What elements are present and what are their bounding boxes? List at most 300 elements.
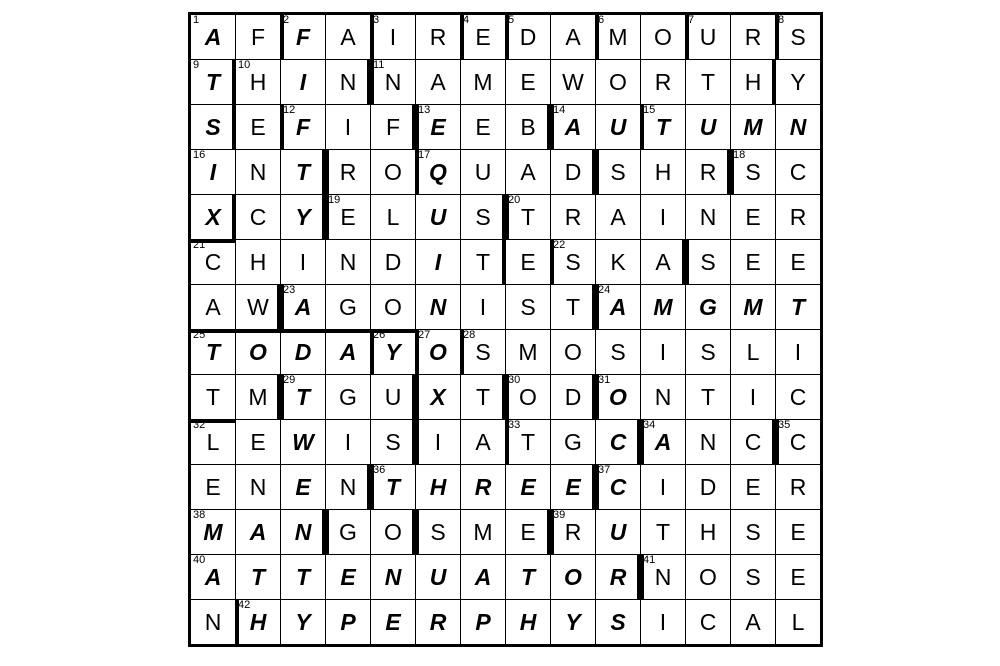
- crossword-cell[interactable]: [461, 465, 506, 510]
- crossword-cell[interactable]: [371, 150, 416, 195]
- cell-letter: R: [474, 474, 492, 500]
- crossword-cell[interactable]: [236, 465, 281, 510]
- crossword-cell[interactable]: [416, 105, 461, 150]
- crossword-cell[interactable]: [371, 600, 416, 646]
- crossword-cell[interactable]: [281, 150, 326, 195]
- crossword-cell[interactable]: [236, 330, 281, 375]
- cell-letter: M: [473, 519, 493, 545]
- crossword-cell[interactable]: [641, 600, 686, 646]
- cell-letter: F: [295, 24, 311, 50]
- cell-letter: S: [430, 519, 446, 545]
- crossword-cell[interactable]: [776, 420, 822, 465]
- crossword-cell[interactable]: [236, 60, 281, 105]
- crossword-cell[interactable]: [776, 330, 822, 375]
- cell-letter: T: [475, 384, 491, 410]
- cell-letter: O: [384, 159, 402, 185]
- crossword-row: [190, 465, 822, 510]
- cell-letter: N: [339, 474, 357, 500]
- crossword-cell[interactable]: [506, 195, 551, 240]
- crossword-cell[interactable]: [776, 150, 822, 195]
- crossword-cell[interactable]: [461, 14, 506, 60]
- cell-letter: A: [294, 294, 312, 320]
- cell-letter: N: [339, 249, 357, 275]
- crossword-cell[interactable]: [596, 375, 641, 420]
- crossword-cell[interactable]: [551, 375, 596, 420]
- crossword-cell[interactable]: [686, 465, 731, 510]
- crossword-cell[interactable]: [731, 465, 776, 510]
- crossword-cell[interactable]: [461, 60, 506, 105]
- crossword-cell[interactable]: [416, 285, 461, 330]
- crossword-cell[interactable]: [731, 555, 776, 600]
- crossword-cell[interactable]: [236, 420, 281, 465]
- crossword-cell[interactable]: [190, 330, 236, 375]
- crossword-cell[interactable]: [641, 285, 686, 330]
- crossword-cell[interactable]: [326, 105, 371, 150]
- crossword-cell[interactable]: [281, 285, 326, 330]
- crossword-cell[interactable]: [776, 285, 822, 330]
- crossword-cell[interactable]: [416, 60, 461, 105]
- cell-letter: I: [479, 294, 487, 320]
- cell-letter: A: [430, 69, 446, 95]
- crossword-cell[interactable]: [596, 330, 641, 375]
- crossword-cell[interactable]: [326, 285, 371, 330]
- crossword-cell[interactable]: [731, 14, 776, 60]
- crossword-cell[interactable]: [506, 375, 551, 420]
- cell-letter: A: [520, 159, 536, 185]
- crossword-cell[interactable]: [641, 60, 686, 105]
- cell-letter: I: [344, 114, 352, 140]
- crossword-cell[interactable]: [236, 555, 281, 600]
- cell-letter: P: [475, 609, 491, 635]
- cell-letter: A: [745, 609, 761, 635]
- crossword-cell[interactable]: [326, 555, 371, 600]
- crossword-cell[interactable]: [641, 240, 686, 285]
- cell-number: 38: [193, 509, 206, 521]
- crossword-cell[interactable]: [731, 150, 776, 195]
- cell-letter: E: [790, 564, 806, 590]
- cell-letter: C: [699, 609, 717, 635]
- cell-letter: R: [429, 24, 447, 50]
- crossword-cell[interactable]: [326, 510, 371, 555]
- crossword-cell[interactable]: [281, 60, 326, 105]
- crossword-row: [190, 285, 822, 330]
- crossword-cell[interactable]: [371, 375, 416, 420]
- crossword-cell[interactable]: [416, 375, 461, 420]
- crossword-cell[interactable]: [236, 195, 281, 240]
- cell-letter: T: [700, 384, 716, 410]
- cell-number: 32: [193, 419, 206, 431]
- crossword-cell[interactable]: [551, 600, 596, 646]
- crossword-cell[interactable]: [281, 600, 326, 646]
- crossword-cell[interactable]: [686, 555, 731, 600]
- crossword-cell[interactable]: [731, 420, 776, 465]
- crossword-cell[interactable]: [776, 465, 822, 510]
- crossword-cell[interactable]: [326, 195, 371, 240]
- crossword-cell[interactable]: [190, 555, 236, 600]
- crossword-cell[interactable]: [596, 465, 641, 510]
- crossword-cell[interactable]: [281, 420, 326, 465]
- cell-letter: O: [564, 564, 582, 590]
- crossword-cell[interactable]: [371, 555, 416, 600]
- crossword-cell[interactable]: [551, 195, 596, 240]
- crossword-cell[interactable]: [776, 105, 822, 150]
- crossword-cell[interactable]: [686, 105, 731, 150]
- crossword-cell[interactable]: [731, 195, 776, 240]
- crossword-cell[interactable]: [641, 195, 686, 240]
- crossword-cell[interactable]: [190, 105, 236, 150]
- crossword-cell[interactable]: [596, 555, 641, 600]
- crossword-cell[interactable]: [506, 240, 551, 285]
- crossword-cell[interactable]: [236, 105, 281, 150]
- cell-letter: Y: [565, 609, 581, 635]
- cell-letter: U: [699, 114, 717, 140]
- crossword-cell[interactable]: [236, 150, 281, 195]
- crossword-cell[interactable]: [281, 14, 326, 60]
- cell-number: 21: [193, 239, 206, 251]
- crossword-cell[interactable]: [551, 465, 596, 510]
- crossword-cell[interactable]: [686, 14, 731, 60]
- cell-number: 14: [553, 104, 566, 116]
- crossword-cell[interactable]: [776, 195, 822, 240]
- crossword-cell[interactable]: [236, 375, 281, 420]
- cell-letter: M: [743, 294, 763, 320]
- crossword-cell[interactable]: [236, 600, 281, 646]
- cell-number: 30: [508, 374, 521, 386]
- crossword-cell[interactable]: [190, 240, 236, 285]
- crossword-cell[interactable]: [281, 555, 326, 600]
- cell-letter: X: [430, 384, 446, 410]
- crossword-cell[interactable]: [686, 285, 731, 330]
- crossword-cell[interactable]: [416, 510, 461, 555]
- crossword-cell[interactable]: [416, 465, 461, 510]
- cell-letter: G: [339, 294, 357, 320]
- cell-letter: O: [609, 384, 627, 410]
- crossword-cell[interactable]: [326, 420, 371, 465]
- crossword-cell[interactable]: [236, 285, 281, 330]
- crossword-cell[interactable]: [326, 330, 371, 375]
- cell-letter: A: [654, 429, 672, 455]
- cell-letter: R: [654, 69, 672, 95]
- crossword-cell[interactable]: [641, 420, 686, 465]
- crossword-cell[interactable]: [461, 420, 506, 465]
- crossword-cell[interactable]: [281, 330, 326, 375]
- crossword-cell[interactable]: [641, 510, 686, 555]
- crossword-cell[interactable]: [326, 150, 371, 195]
- cell-letter: C: [789, 429, 807, 455]
- crossword-cell[interactable]: [506, 330, 551, 375]
- crossword-cell[interactable]: [596, 510, 641, 555]
- cell-letter: F: [295, 114, 311, 140]
- cell-number: 7: [688, 14, 695, 26]
- crossword-cell[interactable]: [506, 285, 551, 330]
- crossword-cell[interactable]: [596, 600, 641, 646]
- cell-letter: S: [610, 609, 626, 635]
- crossword-cell[interactable]: [371, 195, 416, 240]
- crossword-cell[interactable]: [371, 60, 416, 105]
- cell-letter: I: [434, 249, 442, 275]
- crossword-cell[interactable]: [686, 600, 731, 646]
- crossword-cell[interactable]: [506, 60, 551, 105]
- cell-letter: U: [699, 24, 717, 50]
- cell-letter: H: [744, 69, 762, 95]
- crossword-cell[interactable]: [776, 600, 822, 646]
- cell-letter: T: [205, 339, 221, 365]
- crossword-cell[interactable]: [641, 330, 686, 375]
- crossword-cell[interactable]: [326, 240, 371, 285]
- crossword-cell[interactable]: [686, 420, 731, 465]
- crossword-cell[interactable]: [461, 330, 506, 375]
- crossword-cell[interactable]: [236, 240, 281, 285]
- crossword-cell[interactable]: [190, 60, 236, 105]
- cell-number: 23: [283, 284, 296, 296]
- crossword-cell[interactable]: [596, 14, 641, 60]
- cell-letter: X: [205, 204, 221, 230]
- crossword-cell[interactable]: [281, 465, 326, 510]
- crossword-cell[interactable]: [731, 510, 776, 555]
- crossword-cell[interactable]: [776, 240, 822, 285]
- cell-letter: I: [659, 339, 667, 365]
- crossword-cell[interactable]: [596, 420, 641, 465]
- crossword-cell[interactable]: [551, 150, 596, 195]
- crossword-cell[interactable]: [731, 285, 776, 330]
- cell-letter: E: [520, 69, 536, 95]
- cell-letter: N: [654, 384, 672, 410]
- cell-letter: M: [743, 114, 763, 140]
- crossword-cell[interactable]: [281, 240, 326, 285]
- cell-letter: L: [386, 204, 400, 230]
- cell-letter: S: [790, 24, 806, 50]
- crossword-cell[interactable]: [506, 600, 551, 646]
- cell-letter: N: [204, 609, 222, 635]
- crossword-cell[interactable]: [190, 150, 236, 195]
- crossword-cell[interactable]: [686, 510, 731, 555]
- cell-letter: C: [789, 159, 807, 185]
- crossword-cell[interactable]: [551, 330, 596, 375]
- crossword-cell[interactable]: [281, 195, 326, 240]
- crossword-cell[interactable]: [686, 240, 731, 285]
- crossword-cell[interactable]: [641, 555, 686, 600]
- cell-letter: A: [249, 519, 267, 545]
- crossword-cell[interactable]: [461, 285, 506, 330]
- cell-letter: N: [294, 519, 312, 545]
- crossword-cell[interactable]: [641, 375, 686, 420]
- crossword-cell[interactable]: [596, 285, 641, 330]
- crossword-cell[interactable]: [326, 14, 371, 60]
- crossword-cell[interactable]: [461, 600, 506, 646]
- cell-number: 8: [778, 14, 785, 26]
- cell-number: 9: [193, 59, 200, 71]
- cell-letter: O: [564, 339, 582, 365]
- crossword-cell[interactable]: [461, 555, 506, 600]
- cell-letter: R: [564, 204, 582, 230]
- crossword-cell[interactable]: [190, 510, 236, 555]
- crossword-cell[interactable]: [416, 330, 461, 375]
- cell-number: 11: [373, 59, 385, 71]
- crossword-cell[interactable]: [776, 555, 822, 600]
- crossword-row: [190, 60, 822, 105]
- crossword-cell[interactable]: [190, 14, 236, 60]
- crossword-puzzle: [188, 12, 823, 647]
- crossword-cell[interactable]: [506, 510, 551, 555]
- cell-letter: S: [475, 204, 491, 230]
- crossword-cell[interactable]: [236, 14, 281, 60]
- cell-letter: A: [565, 24, 581, 50]
- crossword-cell[interactable]: [506, 150, 551, 195]
- cell-letter: N: [249, 159, 267, 185]
- crossword-cell[interactable]: [371, 510, 416, 555]
- crossword-cell[interactable]: [281, 375, 326, 420]
- crossword-cell[interactable]: [596, 150, 641, 195]
- cell-number: 22: [553, 239, 566, 251]
- cell-number: 34: [643, 419, 656, 431]
- crossword-cell[interactable]: [686, 60, 731, 105]
- cell-letter: Y: [295, 609, 311, 635]
- crossword-cell[interactable]: [326, 60, 371, 105]
- crossword-cell[interactable]: [506, 465, 551, 510]
- crossword-cell[interactable]: [326, 600, 371, 646]
- cell-letter: L: [206, 429, 220, 455]
- crossword-cell[interactable]: [461, 195, 506, 240]
- crossword-cell[interactable]: [371, 14, 416, 60]
- crossword-cell[interactable]: [461, 510, 506, 555]
- cell-letter: C: [609, 429, 627, 455]
- cell-letter: E: [565, 474, 581, 500]
- crossword-cell[interactable]: [551, 105, 596, 150]
- crossword-cell[interactable]: [641, 14, 686, 60]
- crossword-cell[interactable]: [731, 105, 776, 150]
- crossword-cell[interactable]: [551, 60, 596, 105]
- crossword-cell[interactable]: [641, 150, 686, 195]
- crossword-cell[interactable]: [506, 105, 551, 150]
- crossword-cell[interactable]: [686, 330, 731, 375]
- crossword-cell[interactable]: [281, 105, 326, 150]
- crossword-cell[interactable]: [731, 375, 776, 420]
- crossword-cell[interactable]: [506, 420, 551, 465]
- crossword-cell[interactable]: [326, 465, 371, 510]
- crossword-cell[interactable]: [326, 375, 371, 420]
- cell-letter: E: [250, 429, 266, 455]
- crossword-row: [190, 240, 822, 285]
- cell-letter: T: [520, 564, 536, 590]
- crossword-cell[interactable]: [551, 14, 596, 60]
- cell-letter: T: [205, 384, 221, 410]
- cell-letter: N: [339, 69, 357, 95]
- cell-letter: S: [745, 519, 761, 545]
- crossword-cell[interactable]: [281, 510, 326, 555]
- crossword-cell[interactable]: [371, 105, 416, 150]
- crossword-cell[interactable]: [416, 420, 461, 465]
- cell-number: 5: [508, 14, 515, 26]
- crossword-cell[interactable]: [776, 14, 822, 60]
- crossword-cell[interactable]: [416, 195, 461, 240]
- crossword-cell[interactable]: [190, 420, 236, 465]
- crossword-cell[interactable]: [596, 105, 641, 150]
- crossword-cell[interactable]: [551, 510, 596, 555]
- cell-letter: O: [384, 294, 402, 320]
- crossword-cell[interactable]: [190, 465, 236, 510]
- crossword-cell[interactable]: [416, 600, 461, 646]
- crossword-cell[interactable]: [371, 465, 416, 510]
- crossword-cell[interactable]: [506, 555, 551, 600]
- cell-letter: E: [745, 474, 761, 500]
- crossword-cell[interactable]: [686, 150, 731, 195]
- crossword-cell[interactable]: [371, 420, 416, 465]
- crossword-cell[interactable]: [776, 510, 822, 555]
- cell-letter: G: [339, 384, 357, 410]
- crossword-cell[interactable]: [731, 60, 776, 105]
- crossword-cell[interactable]: [371, 330, 416, 375]
- cell-letter: T: [520, 204, 536, 230]
- crossword-cell[interactable]: [596, 195, 641, 240]
- crossword-cell[interactable]: [190, 600, 236, 646]
- cell-letter: D: [384, 249, 402, 275]
- cell-letter: W: [562, 69, 584, 95]
- cell-letter: E: [745, 249, 761, 275]
- crossword-cell[interactable]: [416, 150, 461, 195]
- crossword-cell[interactable]: [641, 465, 686, 510]
- cell-letter: C: [204, 249, 222, 275]
- cell-number: 36: [373, 464, 386, 476]
- crossword-cell[interactable]: [416, 240, 461, 285]
- cell-letter: K: [610, 249, 626, 275]
- cell-letter: A: [204, 24, 222, 50]
- crossword-cell[interactable]: [776, 60, 822, 105]
- cell-number: 42: [238, 599, 251, 611]
- crossword-cell[interactable]: [731, 600, 776, 646]
- crossword-cell[interactable]: [551, 420, 596, 465]
- crossword-row: [190, 510, 822, 555]
- crossword-cell[interactable]: [371, 240, 416, 285]
- cell-number: 16: [193, 149, 206, 161]
- cell-letter: H: [654, 159, 672, 185]
- crossword-cell[interactable]: [596, 240, 641, 285]
- cell-letter: O: [384, 519, 402, 545]
- crossword-cell[interactable]: [551, 555, 596, 600]
- crossword-cell[interactable]: [236, 510, 281, 555]
- crossword-cell[interactable]: [190, 375, 236, 420]
- crossword-cell[interactable]: [371, 285, 416, 330]
- crossword-cell[interactable]: [461, 150, 506, 195]
- crossword-cell[interactable]: [776, 375, 822, 420]
- crossword-cell[interactable]: [596, 60, 641, 105]
- cell-number: 10: [238, 59, 251, 71]
- crossword-cell[interactable]: [686, 375, 731, 420]
- crossword-cell[interactable]: [416, 555, 461, 600]
- crossword-cell[interactable]: [641, 105, 686, 150]
- cell-letter: S: [745, 564, 761, 590]
- crossword-cell[interactable]: [461, 105, 506, 150]
- crossword-cell[interactable]: [190, 285, 236, 330]
- cell-letter: R: [744, 24, 762, 50]
- crossword-cell[interactable]: [551, 285, 596, 330]
- crossword-cell[interactable]: [190, 195, 236, 240]
- crossword-cell[interactable]: [731, 330, 776, 375]
- cell-number: 41: [643, 554, 656, 566]
- cell-letter: O: [249, 339, 267, 365]
- cell-letter: I: [434, 429, 442, 455]
- crossword-cell[interactable]: [506, 14, 551, 60]
- crossword-cell[interactable]: [686, 195, 731, 240]
- cell-letter: O: [519, 384, 537, 410]
- cell-letter: A: [610, 204, 626, 230]
- cell-letter: A: [655, 249, 671, 275]
- crossword-cell[interactable]: [551, 240, 596, 285]
- crossword-cell[interactable]: [461, 375, 506, 420]
- crossword-cell[interactable]: [416, 14, 461, 60]
- crossword-cell[interactable]: [461, 240, 506, 285]
- crossword-grid[interactable]: [188, 12, 823, 647]
- crossword-cell[interactable]: [731, 240, 776, 285]
